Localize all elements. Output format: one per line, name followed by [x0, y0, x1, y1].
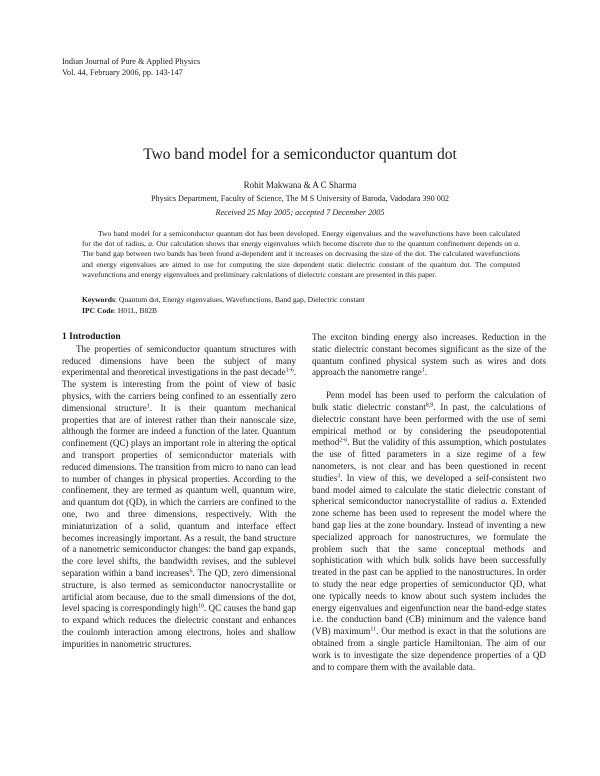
abstract-text: -dependent and it increases on decreasing the size of the dot. The calculated wavefunctions and energy eigenvalues are aimed to use for computing the size dependent static dielectric constant of the quantum dot. The computed wavefunctions and energy eigenvalues and preliminary calculations of dielectric constant are presented in this paper. [82, 249, 520, 279]
variable-a: a [148, 239, 153, 249]
ipc-value: : H01L, B82B [113, 305, 158, 315]
citation: 10 [197, 603, 204, 610]
body-text: . But the validity of this assumption, which postulates the use of fitted parameters in a size regime of a few nanometers, is not clear and has been questioned in recent studies [312, 437, 546, 483]
paragraph-exciton [312, 332, 546, 379]
citation: 6 [189, 568, 193, 575]
section-heading: 1 Introduction [62, 332, 121, 342]
ipc-line [82, 306, 520, 317]
body-text: . [424, 367, 428, 378]
ipc-label: IPC Code [82, 305, 114, 315]
body-text: . QC causes the band gap to expand which reduces the dielectric constant and enhances the coulomb interaction among electrons, holes and shallow impurities in nanometric structures. [62, 603, 296, 649]
citation: 1 [421, 367, 425, 374]
intro-paragraph [62, 344, 296, 651]
paper-title: Two band model for a semiconductor quantum dot [143, 146, 457, 163]
body-text: . It is their quantum mechanical properties that are of interest rather than their nanoscale size, although the former are indeed a function of the later. Quantum confinement (QC) plays an important role in altering the optical and transport properties of semiconductor materials with reduced dimensions. The transition from micro to nano can lead to number of changes in physical properties. According to the confinement, they are termed as quantum well, quantum wire, and quantum dot (QD), in which the carriers are confined to the one, two and three dimensions, respectively. With the miniaturization of a solid, quantum and interface effect becomes increasingly important. As a result, the band structure of a nanometric semiconductor changes: the band gap expands, the core level shifts, the bandwidth revises, and the sublevel separation within a band increases [62, 402, 296, 578]
citation: 1 [146, 403, 150, 410]
affiliation: Physics Department, Faculty of Science, The M S University of Baroda, Vadodara 390 002 [150, 194, 450, 203]
citation: 2-6 [339, 437, 348, 444]
keywords-line [82, 295, 520, 306]
body-text: . In past, the calculations of dielectric constant have been performed with the use of semi empirical method or by considering the pseudopotential method [312, 401, 546, 448]
body-text: . Our method is exact in that the solutions are obtained from a single particle Hamiltonian. The aim of our work is to investigate the size dependence properties of a QD and to compare them with the available data. [312, 626, 547, 672]
column-left [62, 332, 296, 651]
body-text: . The QD, zero dimensional structure, is also termed as semiconductor nanocrystallite or artificial atom because, due to the small dimensions of the dot, level spacing is correspondingly high [62, 567, 296, 614]
journal-header [62, 56, 200, 78]
abstract-text: . The band gap between two bands has been found [82, 239, 520, 259]
body-text: . Extended zone scheme has been used to represent the model where the band gap lies at the zone boundary. Instead of inventing a new specialized approach for nanostructures, we formulate the problem such that the same conceptual methods and sophistication with which bulk solids have been successfully treated in the past can be applied to the nanostructures. In order to study the near edge properties of semiconductor QD, what one typically needs to know about such system includes the energy eigenvalues and eigenfunction near the band-edge states i.e. the conduction band (CB) minimum and the valence band (VB) maximum [312, 496, 547, 637]
body-text: The exciton binding energy also increases. Reduction in the static dielectric constant becomes significant as the size of the quantum confined physical system such as wires and dots approach the nanometre range [312, 332, 546, 378]
citation: 11 [370, 626, 377, 633]
variable-a: a [235, 249, 240, 259]
keywords-block [82, 295, 520, 316]
paragraph-penn-model [312, 390, 546, 673]
received-date: Received 25 May 2005; accepted 7 December 2005 [215, 208, 385, 217]
citation: 3 [337, 473, 341, 480]
body-text: . In view of this, we developed a self-consistent two band model aimed to calculate the static dielectric constant of spherical semiconductor nanocrystallite of radius [312, 472, 546, 507]
column-right [312, 332, 546, 673]
body-text: The properties of semiconductor quantum structures with reduced dimensions have been the subject of many experimental and theoretical investigations in the past decade [62, 343, 296, 378]
citation: 1-6 [285, 367, 294, 374]
abstract-text: Two band model for a semiconductor quantum dot has been developed. Energy eigenvalues and the wavefunctions have been calculated for the dot of radius, [82, 229, 520, 249]
abstract-text: . Our calculation shows that energy eigenvalues which become discrete due to the quantum confinement depends on [152, 239, 515, 249]
body-text: Penn model has been used to perform the calculation of bulk static dielectric constant [312, 390, 546, 412]
journal-name: Indian Journal of Pure & Applied Physics [62, 57, 201, 66]
citation: 8,9 [425, 402, 434, 409]
keywords-label: Keywords [82, 295, 115, 304]
variable-a: a [514, 239, 519, 249]
body-text: . The system is interesting from the point of view of basic physics, with the carriers being confined to an essentially zero dimensional structure [62, 367, 296, 413]
abstract [82, 229, 520, 280]
variable-a: a [500, 496, 506, 507]
authors: Rohit Makwana & A C Sharma [243, 180, 357, 190]
journal-volume: Vol. 44, February 2006, pp. 143-147 [62, 68, 183, 77]
keywords-value: : Quantum dot, Energy eigenvalues, Wavefunctions, Band gap, Dielectric constant [114, 295, 365, 304]
